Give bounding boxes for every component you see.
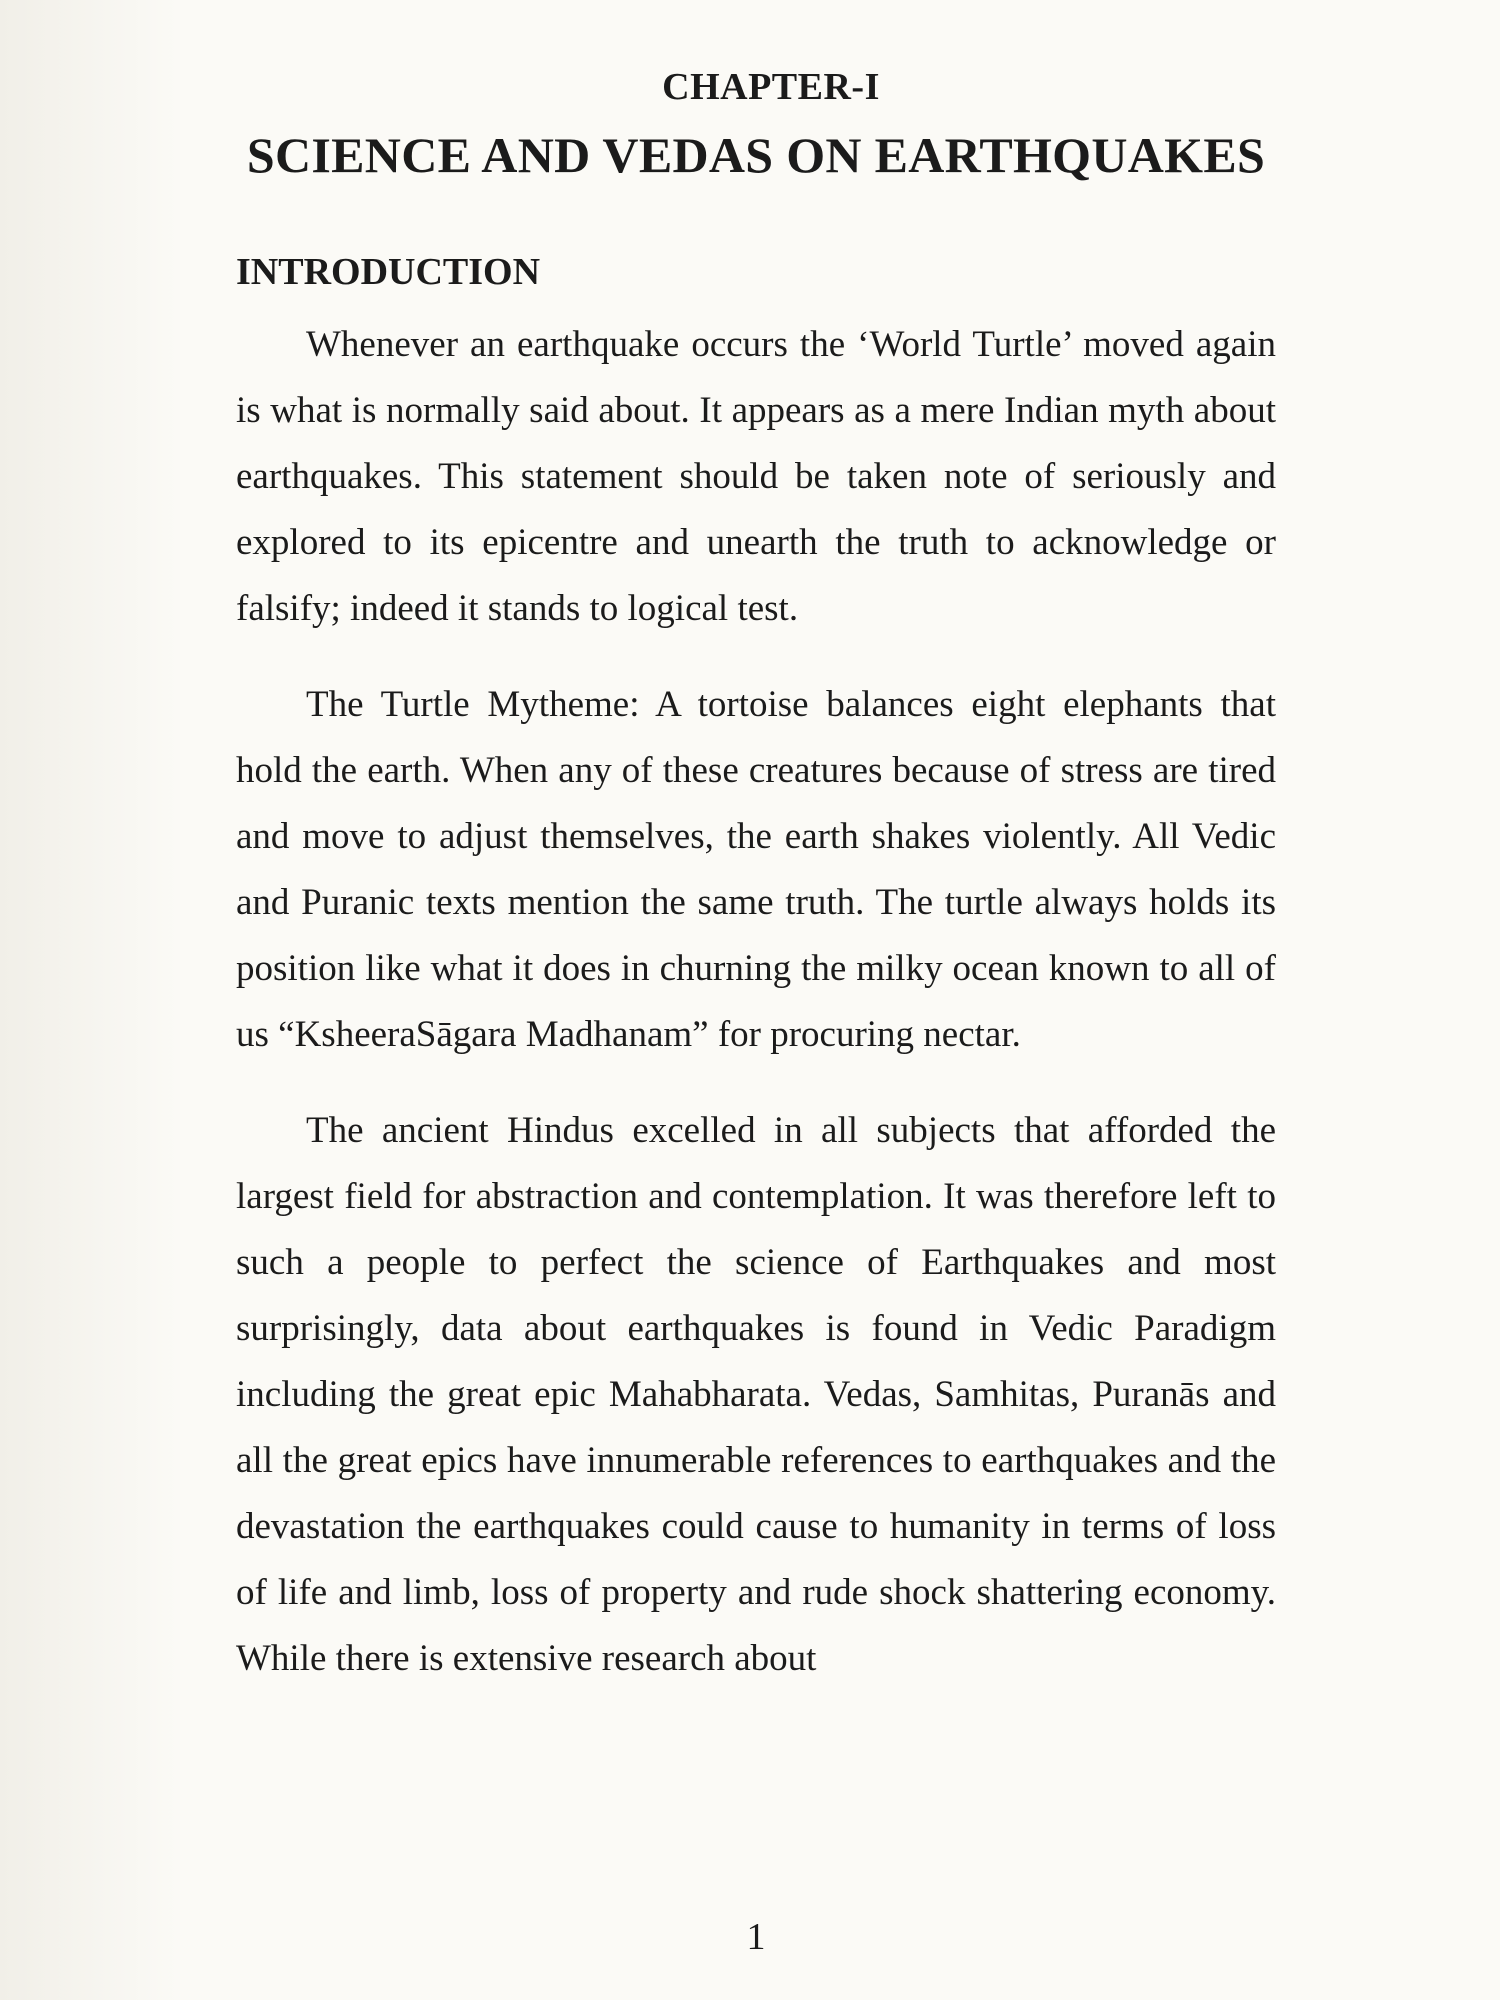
chapter-title: SCIENCE AND VEDAS ON EARTHQUAKES	[246, 127, 1266, 183]
page-number: 1	[746, 1916, 766, 1958]
paragraph: The ancient Hindus excelled in all subjects that afforded the largest field for abstraction and contemplation. It was therefore left to such a people to perfect the science of Earthquakes and most surprisingly, data about earthquakes is found in Vedic Paradigm including the great epic Mahabharata. Vedas, Samhitas, Puranās and all the great epics have innumerable references to earthquakes and the devastation the earthquakes could cause to humanity in terms of loss of life and limb, loss of property and rude shock shattering economy. While there is extensive research about	[236, 1110, 1276, 1679]
paragraph: Whenever an earthquake occurs the ‘World Turtle’ moved again is what is normally said about. It appears as a mere Indian myth about earthquakes. This statement should be taken note of seriously and explored to its epicentre and unearth the truth to acknowledge or falsify; indeed it stands to logical test.	[236, 324, 1276, 629]
section-heading: INTRODUCTION	[236, 251, 541, 293]
page-content	[236, 62, 1276, 1692]
paragraph: The Turtle Mytheme: A tortoise balances eight elephants that hold the earth. When any of these creatures because of stress are tired and move to adjust themselves, the earth shakes violently. All Vedic and Puranic texts mention the same truth. The turtle always holds its position like what it does in churning the milky ocean known to all of us “KsheeraSāgara Madhanam” for procuring nectar.	[236, 684, 1276, 1055]
page-gutter-shade	[0, 0, 180, 2000]
chapter-label: CHAPTER-I	[662, 66, 880, 108]
